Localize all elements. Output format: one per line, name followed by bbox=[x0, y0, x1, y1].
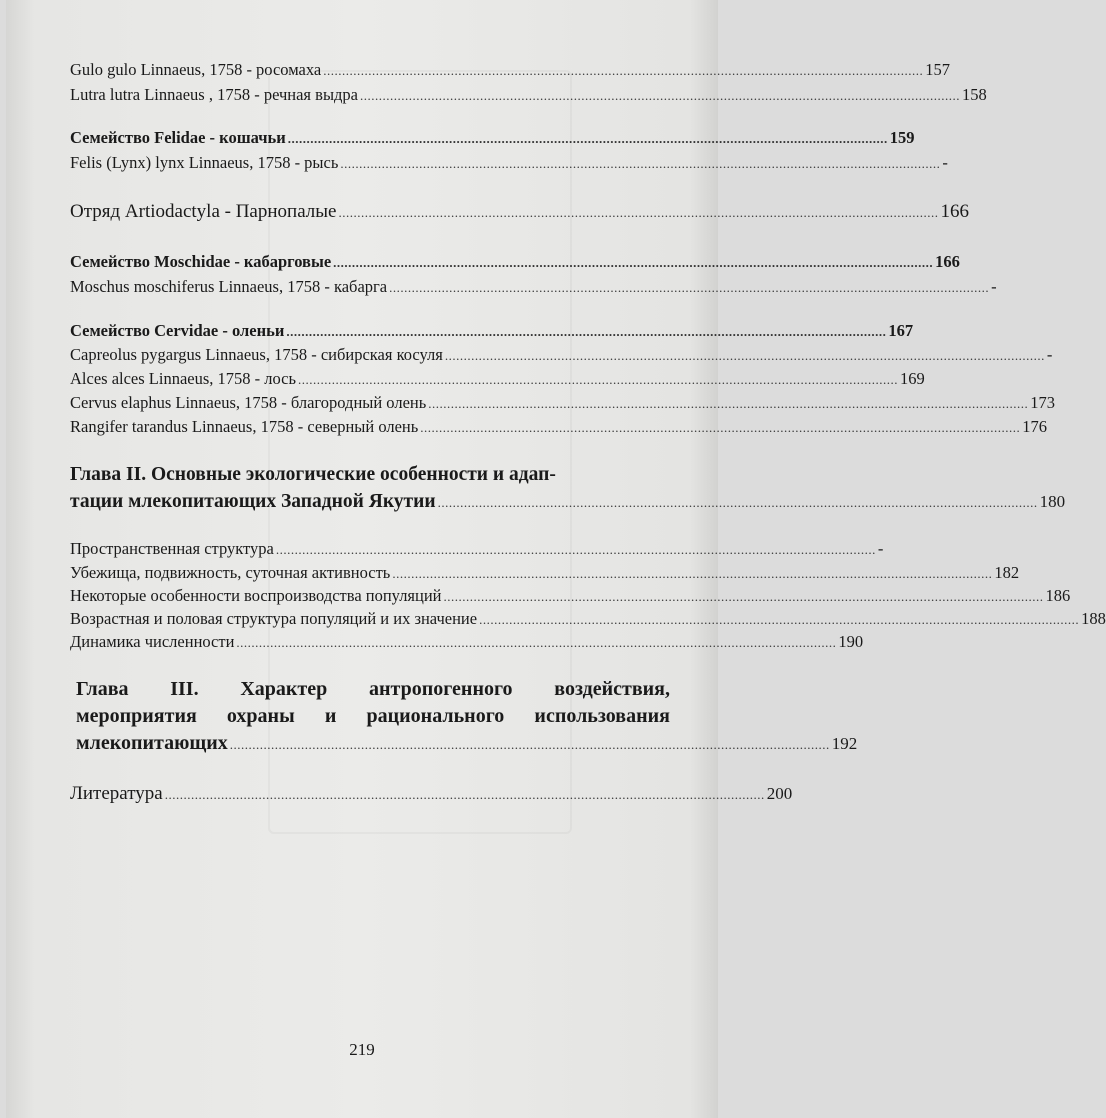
word: рационального bbox=[366, 705, 505, 727]
word: использования bbox=[534, 705, 670, 727]
toc-entry[interactable] bbox=[70, 393, 1056, 415]
toc-entry-page: - bbox=[1046, 345, 1053, 364]
toc-section-entry[interactable] bbox=[70, 539, 884, 561]
dot-leader: ................................................................................................................................................................ bbox=[444, 348, 1045, 363]
toc-entry-title: Cervus elaphus Linnaeus, 1758 - благородный олень bbox=[70, 393, 427, 412]
dot-leader: ................................................................................................................................................................ bbox=[236, 635, 837, 650]
book-page bbox=[6, 0, 1106, 1118]
dot-leader: ................................................................................................................................................................ bbox=[389, 280, 990, 295]
toc-entry-page: 159 bbox=[889, 128, 915, 147]
toc-entry[interactable] bbox=[70, 153, 948, 175]
dot-leader: ................................................................................................................................................................ bbox=[164, 787, 765, 802]
chapter-2-heading[interactable] bbox=[70, 461, 1066, 515]
chapter-3-heading[interactable] bbox=[76, 676, 858, 757]
toc-entry-page: - bbox=[877, 539, 884, 558]
toc-entry-title: Capreolus pygargus Linnaeus, 1758 - сибирская косуля bbox=[70, 345, 443, 364]
toc-family-entry[interactable] bbox=[70, 321, 914, 343]
toc-entry-title: Литература bbox=[70, 783, 163, 804]
toc-entry-title: тации млекопитающих Западной Якутии bbox=[70, 491, 436, 512]
word: и bbox=[324, 705, 337, 727]
toc-entry-page: 167 bbox=[888, 321, 914, 340]
toc-entry-page: 192 bbox=[831, 734, 858, 753]
word: мероприятия bbox=[76, 705, 197, 727]
toc-section-entry[interactable] bbox=[70, 586, 1071, 608]
toc-entry[interactable] bbox=[70, 417, 1048, 439]
toc-entry[interactable] bbox=[70, 369, 925, 391]
toc-entry-title: Alces alces Linnaeus, 1758 - лось bbox=[70, 369, 297, 388]
toc-entry-title: Возрастная и половая структура популяций и их значение bbox=[70, 609, 478, 628]
toc-entry-title: Некоторые особенности воспроизводства популяций bbox=[70, 586, 442, 605]
toc-entry-page: 166 bbox=[940, 201, 969, 222]
toc-order-entry[interactable] bbox=[70, 201, 969, 227]
toc-entry-title: Семейство Moschidae - кабарговые bbox=[70, 252, 332, 271]
toc-entry-page: 200 bbox=[766, 784, 793, 803]
toc-entry-title: Felis (Lynx) lynx Linnaeus, 1758 - рысь bbox=[70, 153, 339, 172]
dot-leader: ................................................................................................................................................................ bbox=[323, 63, 924, 78]
dot-leader: ................................................................................................................................................................ bbox=[360, 88, 960, 103]
toc-entry-page: - bbox=[991, 277, 997, 296]
dot-leader: ................................................................................................................................................................ bbox=[420, 420, 1021, 435]
dot-leader: ................................................................................................................................................................ bbox=[479, 612, 1080, 627]
word: Глава bbox=[76, 678, 129, 700]
toc-section-entry[interactable] bbox=[70, 563, 1020, 585]
toc-entry[interactable] bbox=[70, 60, 950, 82]
dot-leader: ................................................................................................................................................................ bbox=[275, 542, 876, 557]
toc-section-entry[interactable] bbox=[70, 609, 1106, 631]
toc-family-entry[interactable] bbox=[70, 252, 960, 274]
toc-entry-title: Семейство Felidae - кошачьи bbox=[70, 128, 286, 147]
toc-entry-title: Семейство Cervidae - оленьи bbox=[70, 321, 285, 340]
toc-entry[interactable] bbox=[70, 277, 997, 299]
word: воздействия, bbox=[554, 678, 670, 700]
toc-family-entry[interactable] bbox=[70, 128, 915, 150]
toc-entry-page: 188 bbox=[1081, 609, 1106, 628]
chapter-2-line-1: Глава II. Основные экологические особенности и адап- bbox=[70, 464, 556, 485]
toc-entry-page: 176 bbox=[1022, 417, 1048, 436]
toc-entry-page: 190 bbox=[838, 632, 864, 651]
toc-entry-title: Rangifer tarandus Linnaeus, 1758 - северный олень bbox=[70, 417, 419, 436]
word: антропогенного bbox=[368, 678, 513, 700]
toc-entry-title: Lutra lutra Linnaeus , 1758 - речная выдра bbox=[70, 85, 358, 104]
toc-entry-page: 186 bbox=[1045, 586, 1071, 605]
chapter-3-line-1 bbox=[76, 676, 670, 703]
toc-entry-title: Отряд Artiodactyla - Парнопалые bbox=[70, 201, 337, 222]
toc-entry[interactable] bbox=[70, 345, 1053, 367]
word: III. bbox=[170, 678, 199, 700]
dot-leader: ................................................................................................................................................................ bbox=[229, 737, 830, 752]
dot-leader: ................................................................................................................................................................ bbox=[287, 131, 888, 146]
word: Характер bbox=[240, 678, 328, 700]
toc-entry-title: Moschus moschiferus Linnaeus, 1758 - кабарга bbox=[70, 277, 388, 296]
dot-leader: ................................................................................................................................................................ bbox=[437, 495, 1038, 510]
chapter-2-line-2 bbox=[70, 488, 1066, 515]
dot-leader: ................................................................................................................................................................ bbox=[443, 589, 1044, 604]
dot-leader: ................................................................................................................................................................ bbox=[286, 324, 887, 339]
toc-entry-title: Убежища, подвижность, суточная активность bbox=[70, 563, 391, 582]
toc-entry-page: 182 bbox=[994, 563, 1020, 582]
word: охраны bbox=[226, 705, 295, 727]
toc-entry-page: 180 bbox=[1039, 492, 1066, 511]
dot-leader: ................................................................................................................................................................ bbox=[392, 566, 993, 581]
toc-entry-title: Динамика численности bbox=[70, 632, 235, 651]
toc-entry-page: 158 bbox=[962, 85, 987, 104]
toc-entry-title: млекопитающих bbox=[76, 732, 228, 754]
toc-entry-page: 157 bbox=[925, 60, 950, 79]
dot-leader: ................................................................................................................................................................ bbox=[298, 372, 899, 387]
dot-leader: ................................................................................................................................................................ bbox=[340, 156, 941, 171]
toc-entry-page: 173 bbox=[1030, 393, 1056, 412]
toc-entry-page: 166 bbox=[935, 252, 960, 271]
chapter-3-line-3 bbox=[76, 730, 858, 757]
dot-leader: ................................................................................................................................................................ bbox=[428, 396, 1029, 411]
toc-literature-entry[interactable] bbox=[70, 783, 793, 809]
toc-section-entry[interactable] bbox=[70, 632, 864, 654]
toc-entry-page: 169 bbox=[900, 369, 925, 388]
page-number: 219 bbox=[349, 1040, 375, 1059]
dot-leader: ................................................................................................................................................................ bbox=[333, 255, 934, 270]
toc-entry[interactable] bbox=[70, 85, 987, 107]
toc-entry-title: Gulo gulo Linnaeus, 1758 - росомаха bbox=[70, 60, 322, 79]
toc-entry-page: - bbox=[942, 153, 948, 172]
chapter-3-line-2 bbox=[76, 703, 670, 730]
dot-leader: ................................................................................................................................................................ bbox=[338, 205, 939, 220]
toc-entry-title: Пространственная структура bbox=[70, 539, 274, 558]
